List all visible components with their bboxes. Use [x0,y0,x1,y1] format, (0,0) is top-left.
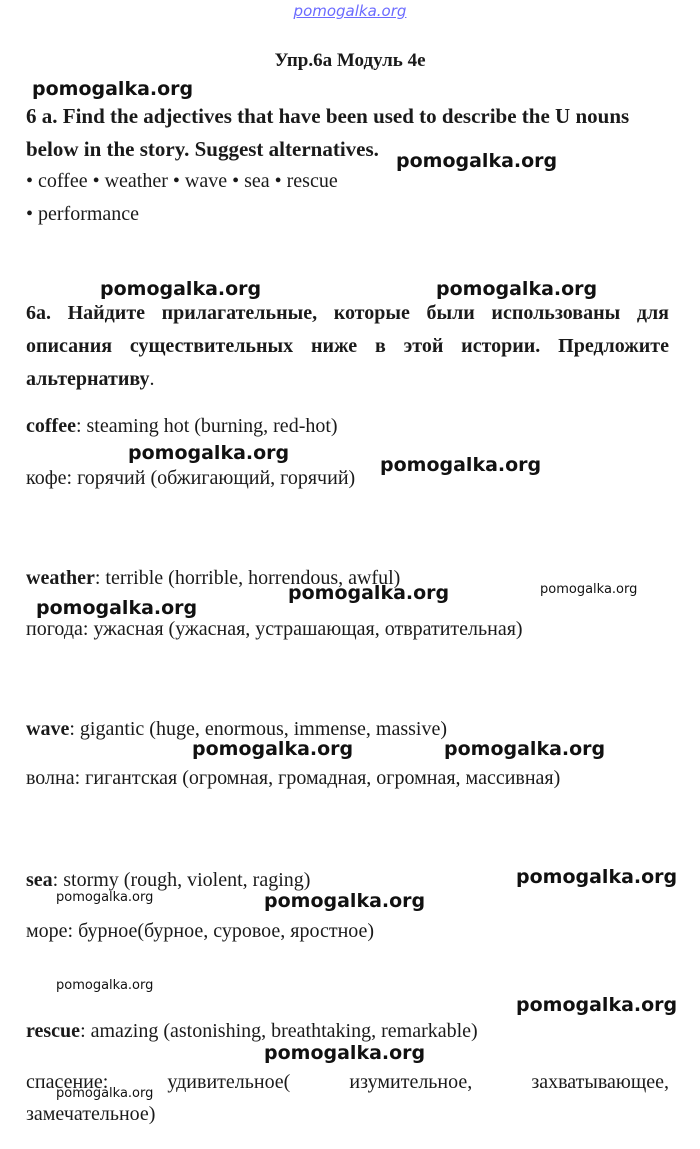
watermark: pomogalka.org [100,278,262,300]
answer-sea-en: sea: stormy (rough, violent, raging) [26,869,311,891]
watermark: pomogalka.org [56,978,154,993]
noun-list-line-1: • coffee • weather • wave • sea • rescue [26,170,338,192]
watermark: pomogalka.org [56,890,154,905]
watermark: pomogalka.org [264,890,426,912]
answer-weather-en: weather: terrible (horrible, horrendous, awful) [26,567,401,589]
task-russian: 6а. Найдите прилагательные, которые были использованы для описания существительных ниже в этой истории. Предложите альтернативу. [26,302,669,390]
watermark: pomogalka.org [444,738,606,760]
watermark: pomogalka.org [396,150,558,172]
answer-coffee-en: coffee: steaming hot (burning, red-hot) [26,415,338,437]
answer-rescue-ru-word: удивительное( [167,1071,291,1093]
watermark: pomogalka.org [128,442,290,464]
answer-rescue-ru-line-2: замечательное) [26,1103,156,1125]
watermark: pomogalka.org [540,582,638,597]
watermark: pomogalka.org [192,738,354,760]
answer-sea-ru: море: бурное(бурное, суровое, яростное) [26,920,375,942]
answer-coffee-ru: кофе: горячий (обжигающий, горячий) [26,467,356,489]
watermark: pomogalka.org [36,597,198,619]
answer-weather-ru: погода: ужасная (ужасная, устрашающая, отвратительная) [26,618,523,640]
page-title: Упр.6а Модуль 4е [274,50,426,71]
watermark: pomogalka.org [516,994,678,1016]
watermark: pomogalka.org [288,582,450,604]
watermark: pomogalka.org [516,866,678,888]
answer-rescue-ru-word: спасение: [26,1071,109,1093]
watermark: pomogalka.org [32,78,194,100]
watermark: pomogalka.org [56,1086,154,1101]
answer-wave-en: wave: gigantic (huge, enormous, immense, massive) [26,718,448,740]
answer-rescue-en: rescue: amazing (astonishing, breathtaking, remarkable) [26,1020,478,1042]
watermark: pomogalka.org [380,454,542,476]
site-link[interactable]: pomogalka.org [293,2,407,20]
task-english: 6 a. Find the adjectives that have been used to describe the U nouns below in the story. Suggest alternatives. [26,104,630,161]
answer-rescue-ru-word: захватывающее, [531,1071,669,1093]
answer-wave-ru: волна: гигантская (огромная, громадная, огромная, массивная) [26,767,561,789]
noun-list-line-2: • performance [26,203,140,225]
watermark: pomogalka.org [264,1042,426,1064]
answer-rescue-ru-word: изумительное, [349,1071,473,1093]
watermark: pomogalka.org [436,278,598,300]
